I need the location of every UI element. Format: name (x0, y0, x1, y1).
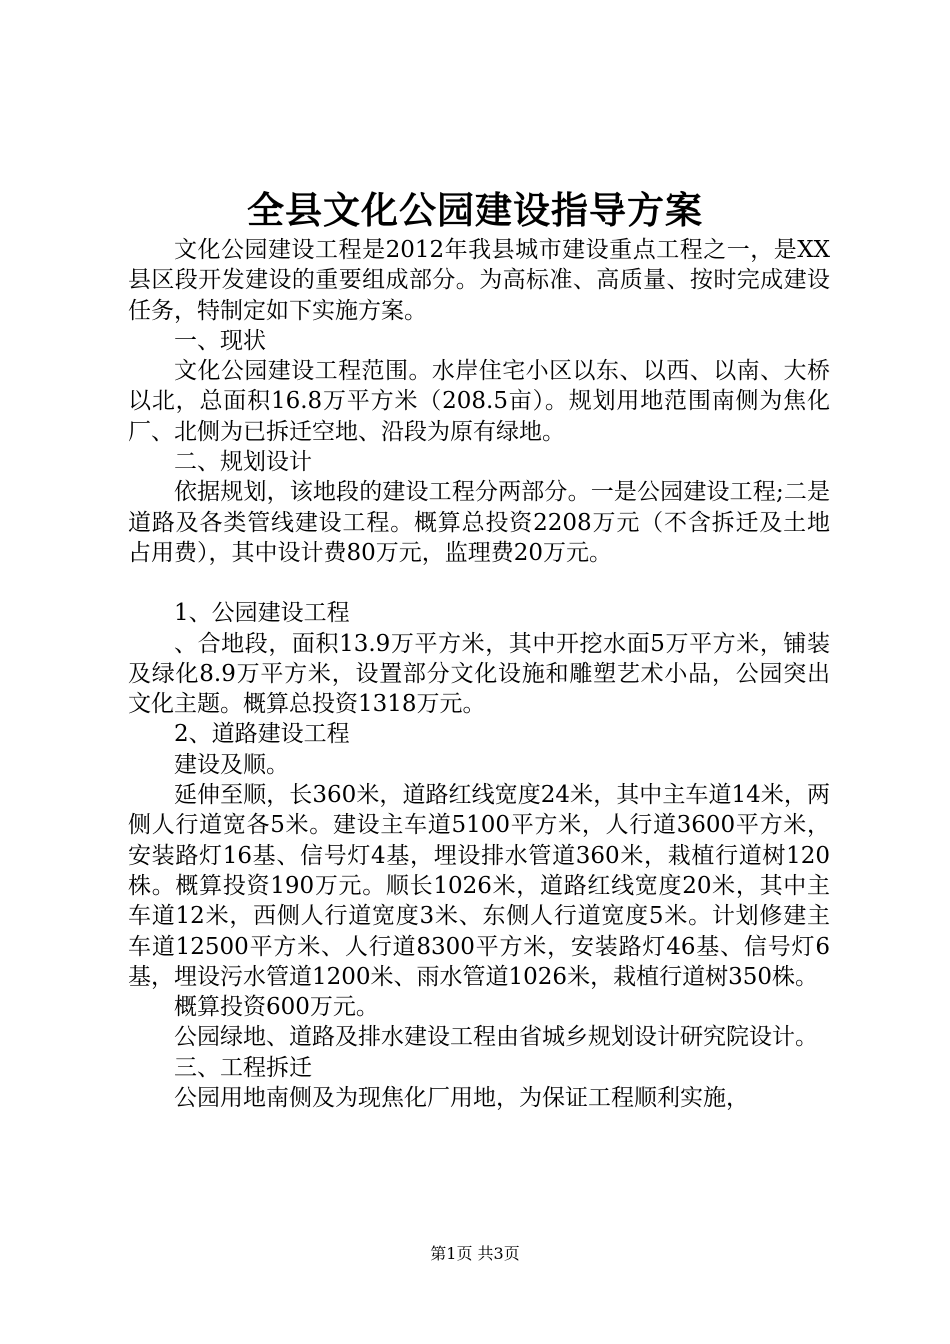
heading-road-project: 2、道路建设工程 (174, 721, 350, 748)
paragraph-intro: 文化公园建设工程是2012年我县城市建设重点工程之一，是XX县区段开发建设的重要组成部分。为高标准、高质量、按时完成建设任务，特制定如下实施方案。 (128, 237, 830, 324)
paragraph-demolition: 公园用地南侧及为现焦化厂用地，为保证工程顺利实施， (174, 1085, 749, 1112)
heading-demolition: 三、工程拆迁 (174, 1054, 312, 1081)
paragraph-scope: 文化公园建设工程范围。水岸住宅小区以东、以西、以南、大桥以北，总面积16.8万平方米（208.5亩）。规划用地范围南侧为焦化厂、北侧为已拆迁空地、沿段为原有绿地。 (128, 358, 830, 445)
page-footer: 第1页 共3页 (430, 1244, 520, 1263)
paragraph-park-project: 、合地段，面积13.9万平方米，其中开挖水面5万平方米，铺装及绿化8.9万平方米，设置部分文化设施和雕塑艺术小品，公园突出文化主题。概算总投资1318万元。 (128, 630, 830, 718)
paragraph-road-budget: 概算投资600万元。 (174, 994, 379, 1021)
paragraph-road-intro: 建设及顺。 (174, 751, 289, 778)
heading-planning-design: 二、规划设计 (174, 449, 312, 476)
heading-current-status: 一、现状 (174, 327, 266, 354)
blank-line (128, 568, 830, 598)
paragraph-planning: 依据规划，该地段的建设工程分两部分。一是公园建设工程;二是道路及各类管线建设工程。概算总投资2208万元（不含拆迁及土地占用费），其中设计费80万元，监理费20万元。 (128, 479, 830, 566)
document-body (128, 235, 830, 1113)
heading-park-project: 1、公园建设工程 (174, 600, 350, 627)
paragraph-road-details: 延伸至顺，长360米，道路红线宽度24米，其中主车道14米，两侧人行道宽各5米。建设主车道5100平方米，人行道3600平方米，安装路灯16基、信号灯4基，埋设排水管道360米，栽植行道树120株。概算投资190万元。顺长1026米，道路红线宽度20米，其中主车道12米，西侧人行道宽度3米、东侧人行道宽度5米。计划修建主车道12500平方米、人行道8300平方米，安装路灯46基、信号灯6基，埋设污水管道1200米、雨水管道1026米，栽植行道树350株。 (128, 782, 830, 990)
paragraph-design-institute: 公园绿地、道路及排水建设工程由省城乡规划设计研究院设计。 (174, 1024, 818, 1051)
document-title: 全县文化公园建设指导方案 (247, 188, 703, 232)
